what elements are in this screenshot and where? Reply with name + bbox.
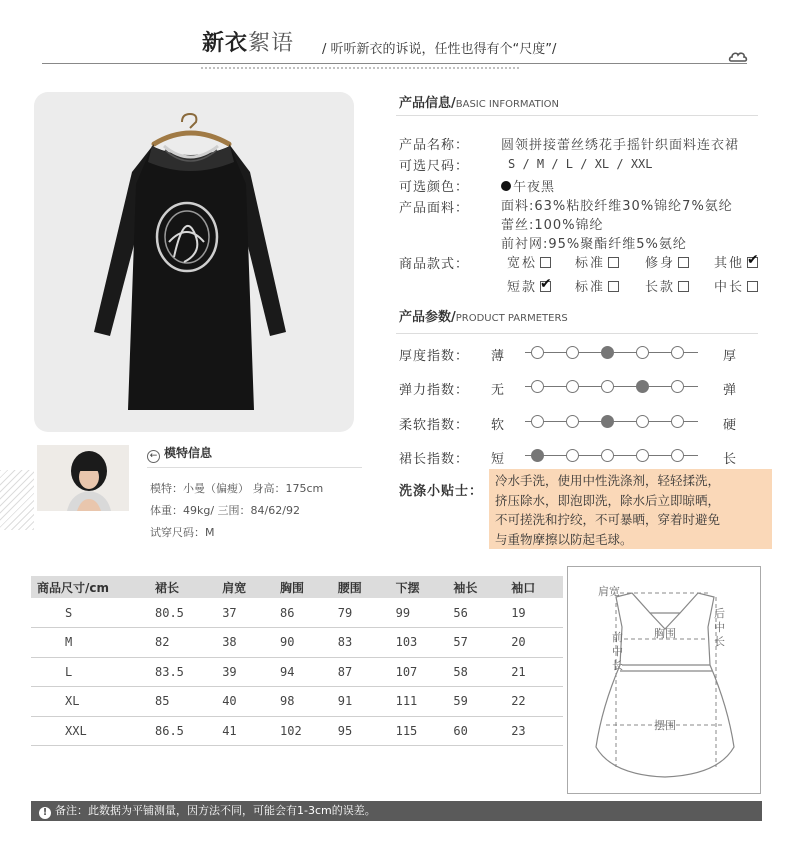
params-title: [399, 306, 568, 325]
index-label: 柔软指数：: [399, 418, 470, 433]
model-name-line: 模特：小曼（偏瘦） 身高：175cm: [150, 482, 324, 495]
measurement-cell: 39: [216, 657, 274, 687]
size-cell: S: [31, 598, 149, 628]
product-name-label: 产品名称：: [399, 138, 470, 153]
diagram-hem-label: 摆围: [654, 719, 676, 732]
measurement-cell: 58: [447, 657, 505, 687]
color-value: 午夜黑: [513, 180, 556, 195]
index-marker: [566, 346, 579, 359]
style-option: [575, 276, 619, 295]
fabric-line-2: 蕾丝:100%锦纶: [501, 218, 604, 233]
care-tips-box: [489, 469, 772, 549]
params-title-en: PRODUCT PARMETERS: [455, 313, 568, 324]
table-row: [31, 598, 563, 628]
measurement-cell: 103: [390, 628, 448, 658]
index-marker-active: [531, 449, 544, 462]
header-cell: 胸围: [274, 576, 332, 598]
size-table-header-row: [31, 576, 563, 598]
title-part-a: 新衣: [202, 31, 249, 56]
measurement-cell: 83.5: [149, 657, 216, 687]
header-cell: 袖口: [505, 576, 563, 598]
measurement-cell: 38: [216, 628, 274, 658]
fabric-line-1: 面料:63%粘胶纤维30%锦纶7%氨纶: [501, 199, 733, 214]
measurement-cell: 95: [332, 716, 390, 746]
size-cell: L: [31, 657, 149, 687]
checkbox-icon: [678, 257, 689, 268]
index-max-label: 长: [723, 452, 737, 467]
basic-info-title-en: BASIC INFORMATION: [455, 99, 560, 110]
header-cell: 下摆: [390, 576, 448, 598]
index-marker: [601, 449, 614, 462]
index-scale: [525, 346, 698, 360]
index-marker: [671, 380, 684, 393]
index-label: 裙长指数：: [399, 452, 470, 467]
style-option-label: 标准: [575, 280, 606, 295]
checked-box-icon: [747, 257, 758, 268]
care-line: 冷水手洗，使用中性洗涤剂，轻轻揉洗，: [495, 473, 721, 488]
model-photo: [37, 445, 129, 511]
header-divider: [42, 63, 747, 64]
measurement-cell: 94: [274, 657, 332, 687]
back-arrow-icon: ←: [147, 450, 160, 463]
measurement-cell: 79: [332, 598, 390, 628]
style-option-label: 宽松: [507, 256, 538, 271]
checkbox-icon: [678, 281, 689, 292]
index-marker: [671, 449, 684, 462]
basic-info-title-cn: 产品信息/: [399, 96, 456, 111]
care-line: 与重物摩擦以防起毛球。: [495, 531, 633, 547]
measurement-cell: 99: [390, 598, 448, 628]
params-divider: [396, 333, 758, 334]
header-dots: [200, 66, 520, 70]
dress-outline-diagram: [568, 567, 762, 795]
index-scale: [525, 415, 698, 429]
index-min-label: 无: [491, 383, 505, 398]
note-text: 备注：此数据为平铺测量，因方法不同，可能会有1-3cm的误差。: [55, 804, 376, 817]
product-name-value: 圆领拼接蕾丝绣花手摇针织面料连衣裙: [501, 138, 740, 153]
basic-info-title: [399, 92, 559, 111]
style-option-label: 标准: [575, 256, 606, 271]
measurement-cell: 107: [390, 657, 448, 687]
brand-logo-icon: [728, 48, 748, 64]
style-option: [507, 252, 551, 271]
index-label: 弹力指数：: [399, 383, 470, 398]
table-row: [31, 716, 563, 746]
table-row: [31, 628, 563, 658]
fabric-label: 产品面料：: [399, 201, 470, 216]
measurement-cell: 86.5: [149, 716, 216, 746]
measurement-cell: 83: [332, 628, 390, 658]
measurement-cell: 21: [505, 657, 563, 687]
index-scale: [525, 449, 698, 463]
measurement-cell: 56: [447, 598, 505, 628]
measurement-cell: 87: [332, 657, 390, 687]
index-marker: [636, 346, 649, 359]
index-scale: [525, 380, 698, 394]
index-marker: [566, 449, 579, 462]
color-swatch-icon: [501, 181, 511, 191]
style-option-label: 修身: [645, 256, 676, 271]
size-cell: XXL: [31, 716, 149, 746]
index-label: 厚度指数：: [399, 349, 470, 364]
measurement-cell: 20: [505, 628, 563, 658]
fabric-line-3: 前衬网:95%聚酯纤维5%氨纶: [501, 237, 687, 252]
index-marker-active: [636, 380, 649, 393]
diagram-shoulder-label: 肩宽: [598, 585, 620, 598]
style-option-label: 长款: [645, 280, 676, 295]
style-label: 商品款式：: [399, 257, 470, 272]
product-photo: [34, 92, 354, 432]
brand-title: [202, 26, 294, 57]
measurement-cell: 60: [447, 716, 505, 746]
index-marker: [531, 346, 544, 359]
measurement-note: [31, 801, 762, 821]
index-marker: [636, 415, 649, 428]
measurement-cell: 59: [447, 687, 505, 717]
size-cell: M: [31, 628, 149, 658]
index-marker: [566, 415, 579, 428]
index-min-label: 薄: [491, 349, 505, 364]
diagram-back-length-label: 后中长: [714, 607, 725, 648]
index-marker: [671, 346, 684, 359]
header-cell: 肩宽: [216, 576, 274, 598]
index-min-label: 软: [491, 418, 505, 433]
style-option: [714, 252, 758, 271]
index-max-label: 厚: [723, 349, 737, 364]
model-size-line: 试穿尺码：M: [150, 526, 215, 539]
measurement-cell: 91: [332, 687, 390, 717]
measurement-cell: 102: [274, 716, 332, 746]
index-min-label: 短: [491, 452, 505, 467]
size-table: [31, 576, 563, 746]
style-option: [507, 276, 551, 295]
index-marker-active: [601, 346, 614, 359]
size-cell: XL: [31, 687, 149, 717]
index-marker: [566, 380, 579, 393]
decorative-zigzag: [0, 470, 34, 530]
header-cell: 商品尺寸/cm: [31, 576, 149, 598]
info-icon: !: [39, 807, 51, 819]
measurement-cell: 90: [274, 628, 332, 658]
measurement-cell: 37: [216, 598, 274, 628]
style-option-label: 短款: [507, 280, 538, 295]
measurement-cell: 111: [390, 687, 448, 717]
measurement-cell: 41: [216, 716, 274, 746]
style-option-label: 中长: [714, 280, 745, 295]
measurement-cell: 22: [505, 687, 563, 717]
care-tips-label: 洗涤小贴士：: [399, 484, 484, 499]
measurement-cell: 19: [505, 598, 563, 628]
checkbox-icon: [540, 257, 551, 268]
index-marker-active: [601, 415, 614, 428]
measurement-cell: 57: [447, 628, 505, 658]
page-header: [0, 0, 790, 70]
dress-image: [34, 92, 354, 432]
diagram-chest-label: 胸围: [654, 627, 676, 640]
style-option-label: 其他: [714, 256, 745, 271]
index-max-label: 硬: [723, 418, 737, 433]
sizes-label: 可选尺码：: [399, 159, 470, 174]
header-cell: 腰围: [332, 576, 390, 598]
measurement-cell: 23: [505, 716, 563, 746]
header-cell: 袖长: [447, 576, 505, 598]
slogan: / 听听新衣的诉说，任性也得有个“尺度”/: [322, 42, 557, 57]
diagram-front-length-label: 前中长: [612, 631, 623, 672]
care-line: 不可搓洗和拧绞，不可暴晒，穿着时避免: [495, 512, 721, 527]
table-row: [31, 657, 563, 687]
index-marker: [671, 415, 684, 428]
model-info-header: [147, 444, 212, 463]
measurement-cell: 85: [149, 687, 216, 717]
color-value-row: [501, 176, 555, 195]
model-body-line: 体重：49kg/ 三围：84/62/92: [150, 504, 300, 517]
style-option: [575, 252, 619, 271]
measurement-cell: 80.5: [149, 598, 216, 628]
index-max-label: 弹: [723, 383, 737, 398]
index-marker: [636, 449, 649, 462]
index-marker: [531, 380, 544, 393]
measurement-cell: 86: [274, 598, 332, 628]
basic-info-divider: [396, 115, 758, 116]
style-option: [714, 276, 758, 295]
measurement-cell: 98: [274, 687, 332, 717]
checkbox-icon: [747, 281, 758, 292]
measurement-cell: 40: [216, 687, 274, 717]
measurement-cell: 115: [390, 716, 448, 746]
params-title-cn: 产品参数/: [399, 310, 456, 325]
table-row: [31, 687, 563, 717]
index-marker: [531, 415, 544, 428]
color-label: 可选颜色：: [399, 180, 470, 195]
model-divider: [147, 467, 362, 468]
header-cell: 裙长: [149, 576, 216, 598]
style-option: [645, 252, 689, 271]
checked-box-icon: [540, 281, 551, 292]
care-line: 挤压除水，即泡即洗，除水后立即晾晒，: [495, 492, 721, 508]
sizes-value: S / M / L / XL / XXL: [508, 157, 653, 171]
measurement-diagram: [567, 566, 761, 794]
checkbox-icon: [608, 281, 619, 292]
index-marker: [601, 380, 614, 393]
title-part-b: 絮语: [248, 31, 295, 56]
style-option: [645, 276, 689, 295]
measurement-cell: 82: [149, 628, 216, 658]
checkbox-icon: [608, 257, 619, 268]
model-info-title: 模特信息: [164, 446, 213, 460]
